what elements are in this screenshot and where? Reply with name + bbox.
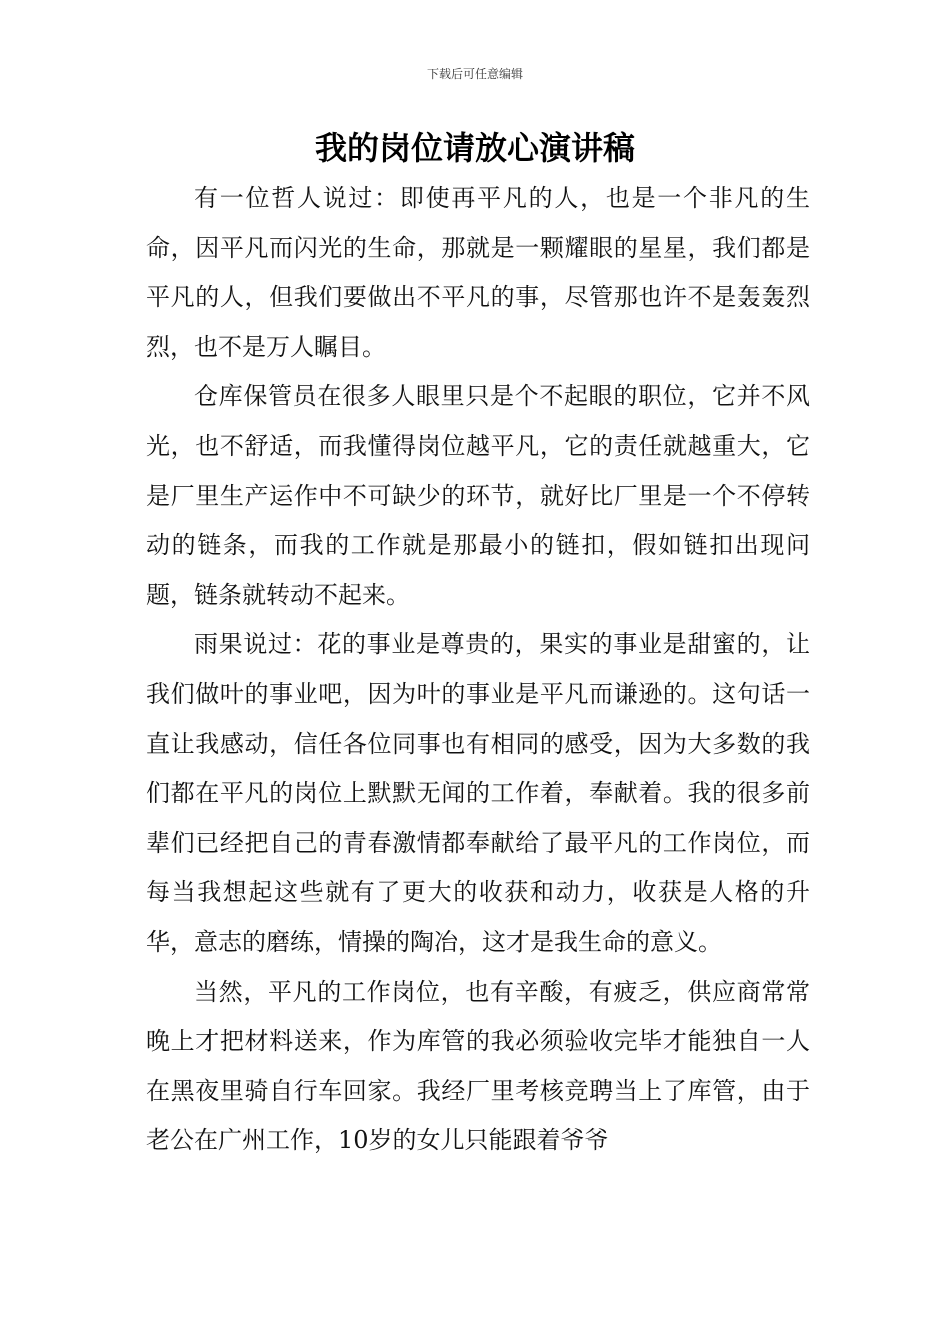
header-note: 下载后可任意编辑 (426, 67, 523, 81)
document-body (146, 174, 810, 1166)
paragraph-4: 当然，平凡的工作岗位，也有辛酸，有疲乏，供应商常常晚上才把材料送来，作为库管的我必须验收完毕才能独自一人在黑夜里骑自行车回家。我经厂里考核竞聘当上了库管，由于老公在广州工作，10岁的女儿只能跟着爷爷 (146, 977, 810, 1155)
paragraph-2: 仓库保管员在很多人眼里只是个不起眼的职位，它并不风光，也不舒适，而我懂得岗位越平凡，它的责任就越重大，它是厂里生产运作中不可缺少的环节，就好比厂里是一个不停转动的链条，而我的工作就是那最小的链扣，假如链扣出现问题，链条就转动不起来。 (146, 382, 810, 609)
paragraph-1: 有一位哲人说过：即使再平凡的人，也是一个非凡的生命，因平凡而闪光的生命，那就是一颗耀眼的星星，我们都是平凡的人，但我们要做出不平凡的事，尽管那也许不是轰轰烈烈，也不是万人瞩目。 (146, 184, 810, 361)
document-title: 我的岗位请放心演讲稿 (314, 129, 635, 167)
paragraph-3: 雨果说过：花的事业是尊贵的，果实的事业是甜蜜的，让我们做叶的事业吧，因为叶的事业是平凡而谦逊的。这句话一直让我感动，信任各位同事也有相同的感受，因为大多数的我们都在平凡的岗位上默默无闻的工作着，奉献着。我的很多前辈们已经把自己的青春激情都奉献给了最平凡的工作岗位，而每当我想起这些就有了更大的收获和动力，收获是人格的升华，意志的磨练，情操的陶冶，这才是我生命的意义。 (146, 630, 810, 956)
